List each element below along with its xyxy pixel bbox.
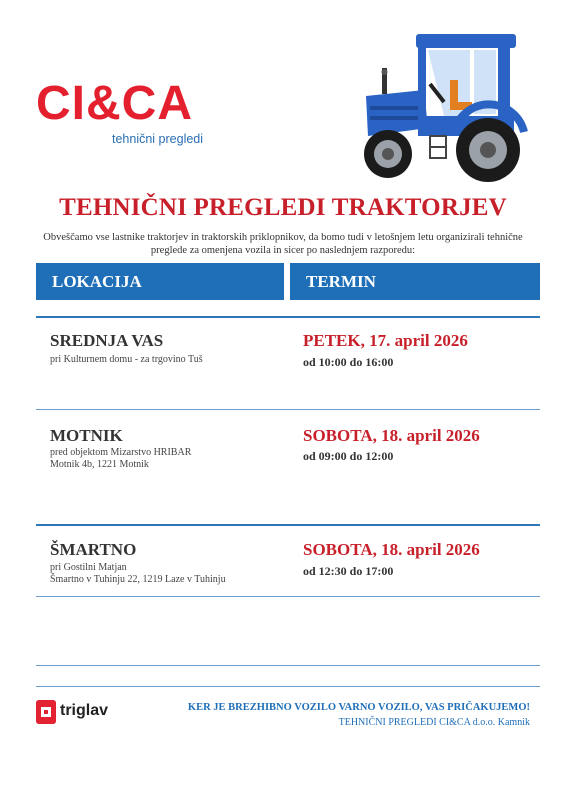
term-date: SOBOTA, 18. april 2026 bbox=[303, 426, 480, 445]
tractor-icon bbox=[358, 32, 530, 184]
location-address: Motnik 4b, 1221 Motnik bbox=[50, 459, 149, 470]
location-detail: pri Gostilni Matjan bbox=[50, 562, 127, 573]
divider bbox=[36, 686, 540, 687]
location-name: MOTNIK bbox=[50, 426, 123, 445]
divider bbox=[36, 409, 540, 410]
logo-wordmark: CI&CA bbox=[36, 77, 193, 130]
divider bbox=[36, 524, 540, 526]
location-detail: pred objektom Mizarstvo HRIBAR bbox=[50, 447, 192, 458]
footer-company: TEHNIČNI PREGLEDI CI&CA d.o.o. Kamnik bbox=[338, 717, 530, 728]
term-time: od 10:00 do 16:00 bbox=[303, 355, 394, 369]
term-time: od 09:00 do 12:00 bbox=[303, 449, 394, 463]
logo-subtitle: tehnični pregledi bbox=[112, 132, 204, 146]
sponsor-logo bbox=[36, 700, 136, 724]
location-name: SREDNJA VAS bbox=[50, 331, 164, 350]
location-column-header: LOKACIJA bbox=[36, 263, 284, 300]
term-date: PETEK, 17. april 2026 bbox=[303, 331, 468, 350]
sponsor-name: triglav bbox=[60, 702, 109, 719]
term-time: od 12:30 do 17:00 bbox=[303, 564, 394, 578]
triglav-mark-icon bbox=[36, 700, 56, 724]
page-title: TEHNIČNI PREGLEDI TRAKTORJEV bbox=[59, 194, 507, 221]
location-address: Šmartno v Tuhinju 22, 1219 Laze v Tuhinju bbox=[50, 574, 226, 585]
term-date: SOBOTA, 18. april 2026 bbox=[303, 540, 480, 559]
divider bbox=[36, 316, 540, 318]
term-column-header: TERMIN bbox=[290, 263, 540, 300]
location-detail: pri Kulturnem domu - za trgovino Tuš bbox=[50, 354, 203, 365]
divider bbox=[36, 596, 540, 597]
company-logo bbox=[36, 77, 236, 150]
intro-text: Obveščamo vse lastnike traktorjev in traktorskih priklopnikov, da bomo tudi v letošnjem letu organizirali tehnične preglede za omenjena vozila in sicer po naslednjem razporedu: bbox=[43, 232, 523, 256]
location-name: ŠMARTNO bbox=[50, 540, 137, 559]
divider bbox=[36, 665, 540, 666]
footer-slogan: KER JE BREZHIBNO VOZILO VARNO VOZILO, VAS PRIČAKUJEMO! bbox=[187, 702, 530, 713]
